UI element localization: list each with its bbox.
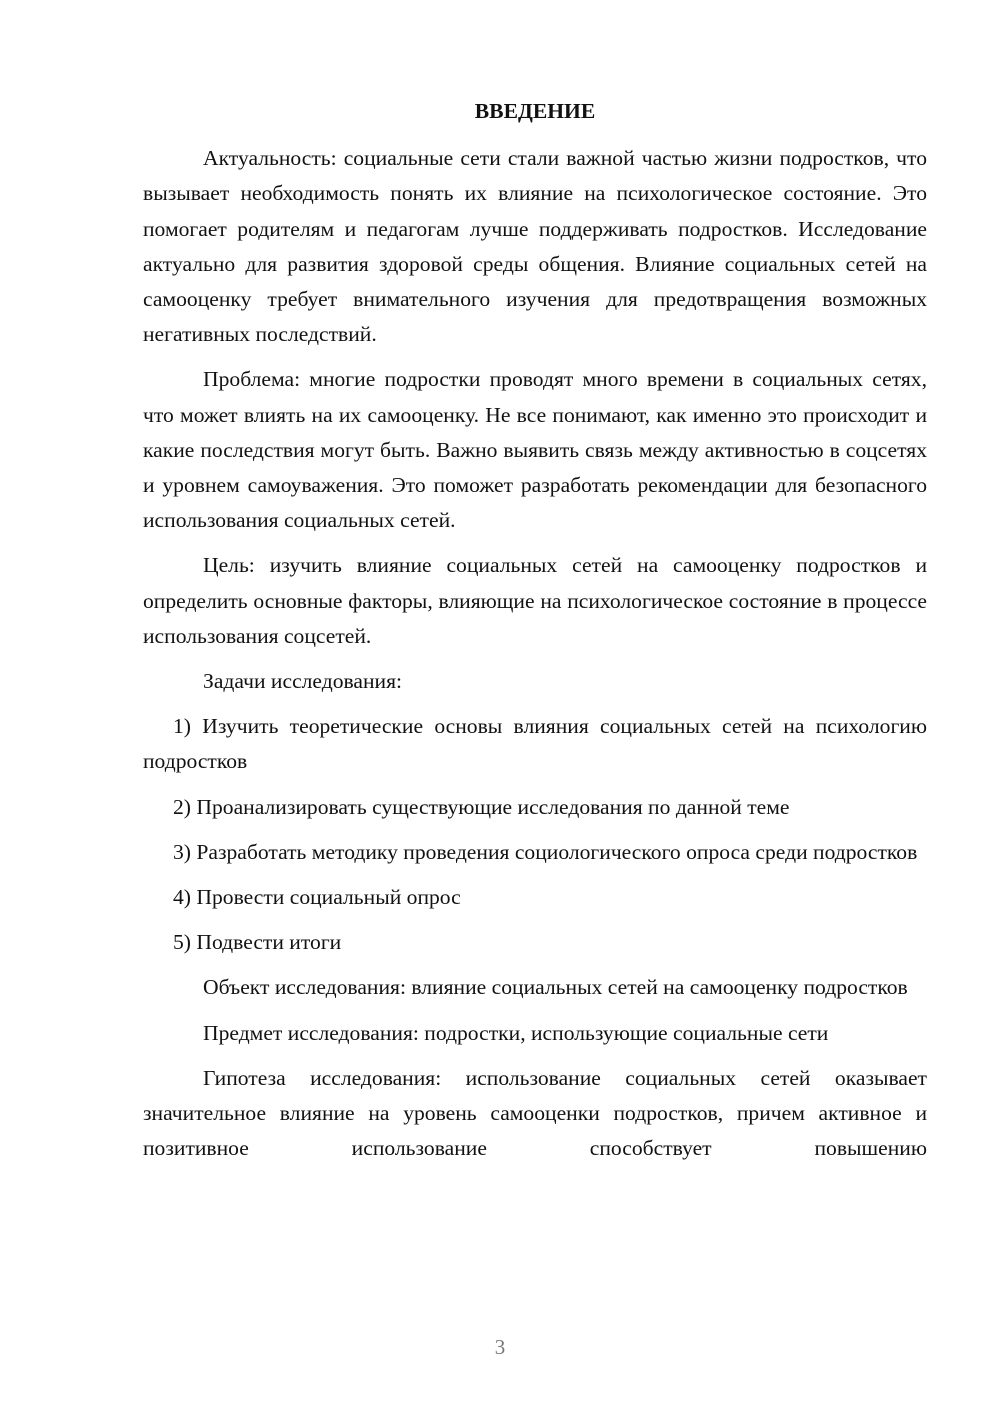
- tasks-heading: Задачи исследования:: [203, 669, 403, 694]
- task-item-1: 1) Изучить теоретические основы влияния социальных сетей на психологию подростков: [143, 714, 927, 774]
- problem-paragraph: Проблема: многие подростки проводят много времени в социальных сетях, что может влиять на их самооценку. Не все понимают, как именно это происходит и какие последствия могут быть. Важно выявить связь между активностью в соцсетях и уровнем самоуважения. Это поможет разработать рекомендации для безопасного использования социальных сетей.: [143, 367, 927, 533]
- page-number: 3: [494, 1335, 506, 1359]
- task-item-4: 4) Провести социальный опрос: [173, 885, 461, 910]
- object-paragraph: Объект исследования: влияние социальных сетей на самооценку подростков: [203, 975, 908, 1000]
- task-item-5: 5) Подвести итоги: [173, 930, 342, 955]
- section-title: ВВЕДЕНИЕ: [474, 99, 596, 123]
- relevance-paragraph: Актуальность: социальные сети стали важной частью жизни подростков, что вызывает необходимость понять их влияние на психологическое состояние. Это помогает родителям и педагогам лучше поддерживать подростков. Исследование актуально для развития здоровой среды общения. Влияние социальных сетей на самооценку требует внимательного изучения для предотвращения возможных негативных последствий.: [143, 146, 927, 347]
- goal-paragraph: Цель: изучить влияние социальных сетей на самооценку подростков и определить основные факторы, влияющие на психологическое состояние в процессе использования соцсетей.: [143, 553, 927, 648]
- task-item-3: 3) Разработать методику проведения социологического опроса среди подростков: [173, 839, 918, 864]
- hypothesis-paragraph: Гипотеза исследования: использование социальных сетей оказывает значительное влияние на уровень самооценки подростков, причем активное и позитивное использование способствует повышению: [143, 1065, 927, 1161]
- page-content: [143, 94, 927, 1166]
- subject-paragraph: Предмет исследования: подростки, использующие социальные сети: [203, 1020, 829, 1045]
- task-item-2: 2) Проанализировать существующие исследования по данной теме: [173, 794, 790, 819]
